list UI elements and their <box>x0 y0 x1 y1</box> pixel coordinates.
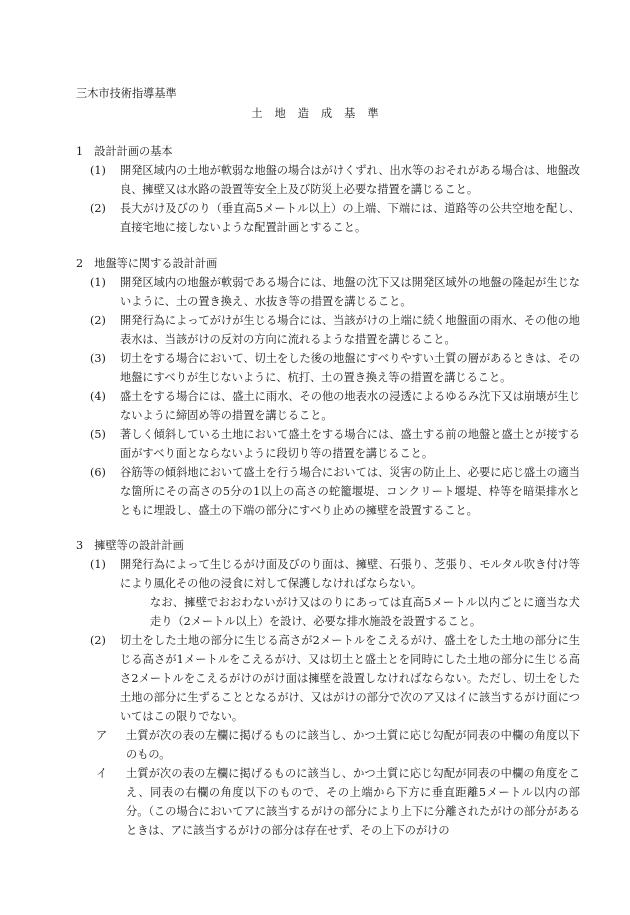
item-number: (5) <box>90 428 106 441</box>
item-text: 切土をする場合において、切土をした後の地盤にすべりやすい土質の層があるときは、その地盤にすべりが生じないように、杭打、土の置き換え等の措置を講じること。 <box>120 352 580 384</box>
note-paragraph <box>76 593 580 631</box>
list-item <box>76 349 580 387</box>
item-text: 著しく傾斜している土地において盛土をする場合には、盛土する前の地盤と盛土とが接する面がすべり面とならないように段切り等の措置を講じること。 <box>120 428 580 460</box>
section-3 <box>76 536 580 840</box>
item-number: (1) <box>90 164 106 177</box>
item-number: (1) <box>90 276 106 289</box>
item-number: (2) <box>90 314 106 327</box>
item-number: (2) <box>90 202 106 215</box>
sub-item <box>76 764 580 840</box>
item-text: 長大がけ及びのり（垂直高5メートル以上）の上端、下端には、道路等の公共空地を配し、直接宅地に接しないような配置計画とすること。 <box>120 202 580 234</box>
section-1 <box>76 142 580 237</box>
item-text: 開発行為によって生じるがけ面及びのり面は、擁壁、石張り、芝張り、モルタル吹き付け等により風化その他の浸食に対して保護しなければならない。 <box>120 558 580 590</box>
item-text: 谷筋等の傾斜地において盛土を行う場合においては、災害の防止上、必要に応じ盛土の適当な箇所にその高さの5分の1以上の高さの蛇籠堰堤、コンクリート堰堤、枠等を暗渠排水とともに埋設し、盛土の下端の部分にすべり止めの擁壁を設置すること。 <box>120 466 580 517</box>
list-item <box>76 273 580 311</box>
section-heading: 2 地盤等に関する設計計画 <box>76 257 218 270</box>
item-text: 開発区域内の地盤が軟弱である場合には、地盤の沈下又は開発区域外の地盤の隆起が生じないように、土の置き換え、水抜き等の措置を講じること。 <box>120 276 580 308</box>
item-number: ア <box>96 729 108 742</box>
item-text: 開発区域内の土地が軟弱な地盤の場合はがけくずれ、出水等のおそれがある場合は、地盤改良、擁壁又は水路の設置等安全上及び防災上必要な措置を講じること。 <box>120 164 580 196</box>
list-item <box>76 161 580 199</box>
item-number: (3) <box>90 352 106 365</box>
document-title: 土地造成基準 <box>251 107 391 120</box>
item-text: 開発行為によってがけが生じる場合には、当該がけの上端に続く地盤面の雨水、その他の地表水は、当該がけの反対の方向に流れるような措置を講じること。 <box>120 314 580 346</box>
list-item <box>76 555 580 593</box>
item-number: イ <box>96 767 108 780</box>
section-2 <box>76 254 580 520</box>
item-number: (1) <box>90 558 106 571</box>
sub-item <box>76 726 580 764</box>
section-heading: 3 擁壁等の設計計画 <box>76 539 184 552</box>
item-number: (4) <box>90 390 106 403</box>
item-number: (6) <box>90 466 106 479</box>
item-text: 土質が次の表の左欄に掲げるものに該当し、かつ土質に応じ勾配が同表の中欄の角度をこえ、同表の右欄の角度以下のもので、その上端から下方に垂直距離5メートル以内の部分。（この場合においてアに該当するがけの部分により上下に分離されたがけの部分があるときは、アに該当するがけの部分は存在せず、その上下のがけの <box>126 767 580 837</box>
document-header: 三木市技術指導基準 <box>76 87 177 100</box>
item-text: 盛土をする場合には、盛土に雨水、その他の地表水の浸透によるゆるみ沈下又は崩壊が生じないように締固め等の措置を講じること。 <box>120 390 580 422</box>
list-item <box>76 463 580 520</box>
section-heading: 1 設計計画の基本 <box>76 145 173 158</box>
list-item <box>76 631 580 726</box>
item-text: 切土をした土地の部分に生じる高さが2メートルをこえるがけ、盛土をした土地の部分に生じる高さが1メートルをこえるがけ、又は切土と盛土とを同時にした土地の部分に生じる高さ2メートルをこえるがけのがけ面は擁壁を設置しなければならない。ただし、切土をした土地の部分に生ずることとなるがけ、又はがけの部分で次のア又はイに該当するがけ面についてはこの限りでない。 <box>120 634 580 723</box>
list-item <box>76 425 580 463</box>
item-number: (2) <box>90 634 106 647</box>
list-item <box>76 387 580 425</box>
item-text: 土質が次の表の左欄に掲げるものに該当し、かつ土質に応じ勾配が同表の中欄の角度以下のもの。 <box>126 729 580 761</box>
list-item <box>76 311 580 349</box>
item-text: なお、擁壁でおおわないがけ又はのりにあっては直高5メートル以内ごとに適当な犬走り（2メートル以上）を設け、必要な排水施設を設置すること。 <box>150 596 580 628</box>
list-item <box>76 199 580 237</box>
